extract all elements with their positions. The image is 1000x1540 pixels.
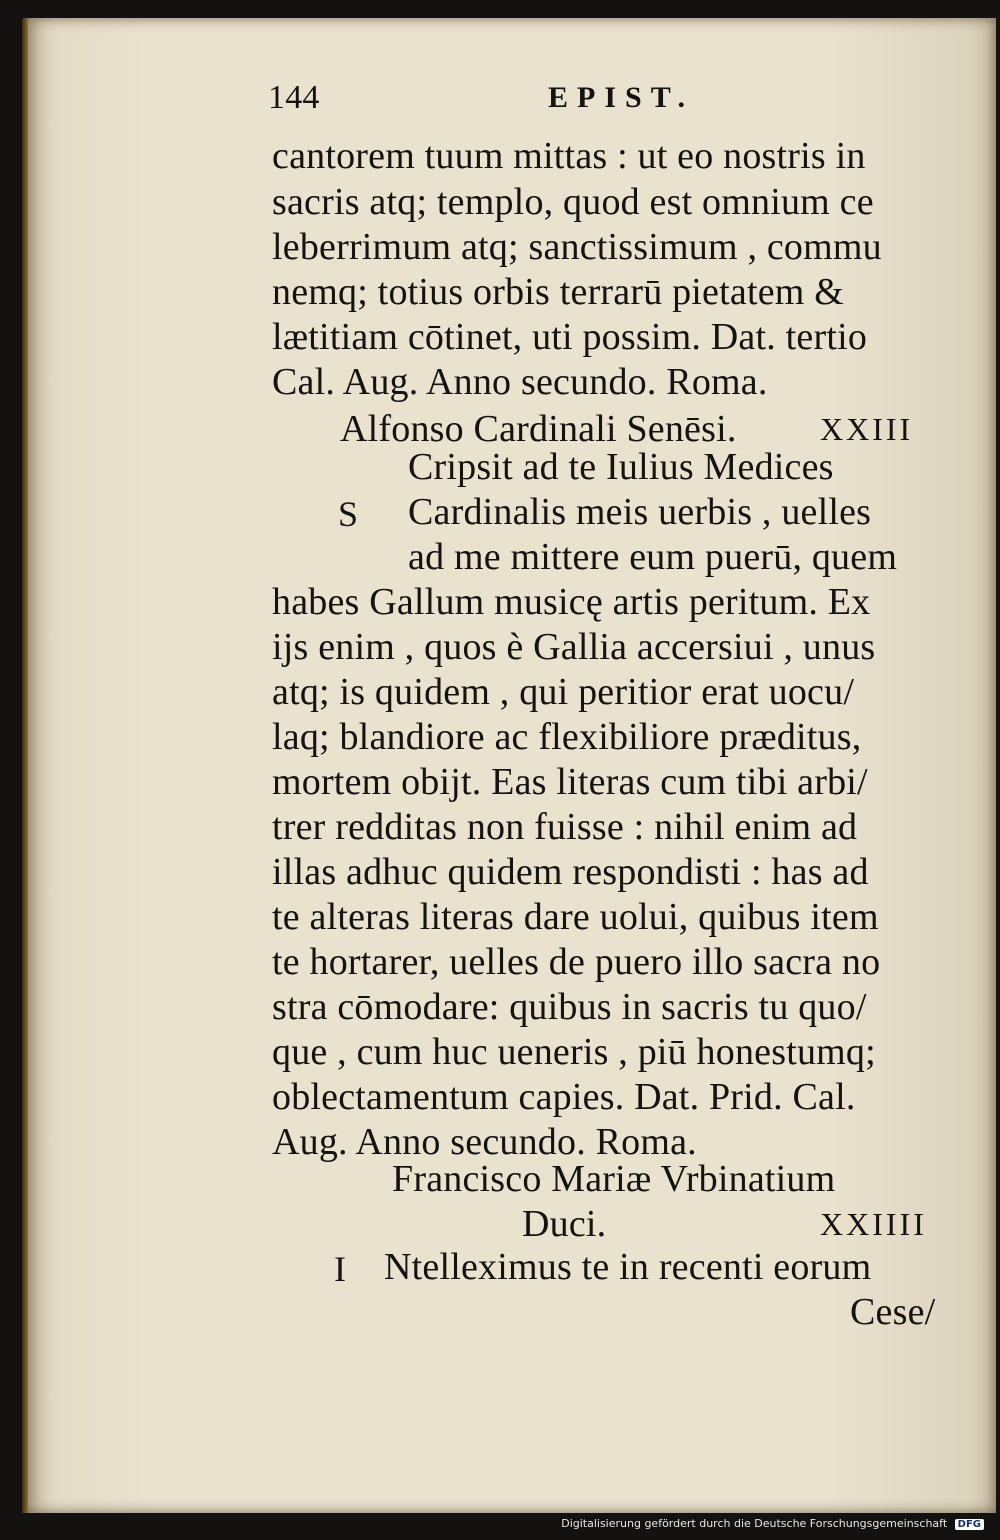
text-line-15: mortem obijt. Eas literas cum tibi arbi/	[272, 761, 868, 803]
credit-text: Digitalisierung gefördert durch die Deutsche Forschungsgemeinschaft	[561, 1517, 948, 1530]
text-line-13: atq; is quidem , qui peritior erat uocu/	[272, 671, 855, 713]
running-title: EPIST.	[548, 81, 694, 114]
catchword: Cese/	[850, 1291, 936, 1333]
text-line-4: nemq; totius orbis terrarū pietatem &	[272, 271, 844, 313]
letter-heading-alfonso: Alfonso Cardinali Senēsi.	[340, 408, 737, 450]
text-line-23: Aug. Anno secundo. Roma.	[272, 1121, 697, 1163]
letter-number-23: XXIII	[820, 411, 914, 447]
text-line-3: leberrimum atq; sanctissimum , commu	[272, 226, 882, 268]
text-line-26: Ntelleximus te in recenti eorum	[384, 1246, 872, 1288]
text-line-17: illas adhuc quidem respondisti : has ad	[272, 851, 869, 893]
text-line-1: cantorem tuum mittas : ut eo nostris in	[272, 135, 866, 177]
letter-number-24: XXIIII	[820, 1206, 927, 1242]
page-number: 144	[268, 79, 320, 116]
text-line-6: Cal. Aug. Anno secundo. Roma.	[272, 361, 768, 403]
letter-heading-duci: Duci.	[522, 1203, 607, 1245]
text-line-10: ad me mittere eum puerū, quem	[408, 536, 898, 578]
text-line-18: te alteras literas dare uolui, quibus item	[272, 896, 879, 938]
text-line-14: laq; blandiore ac flexibiliore præditus,	[272, 716, 862, 758]
letter-heading-francisco: Francisco Mariæ Vrbinatium	[392, 1158, 836, 1200]
initial-letter-i: I	[334, 1249, 347, 1289]
text-line-20: stra cōmodare: quibus in sacris tu quo/	[272, 986, 867, 1028]
text-line-16: trer redditas non fuisse : nihil enim ad	[272, 806, 858, 848]
text-line-5: lætitiam cōtinet, uti possim. Dat. tertio	[272, 316, 868, 358]
initial-letter-s: S	[338, 494, 359, 534]
text-line-9: Cardinalis meis uerbis , uelles	[408, 491, 872, 533]
text-line-19: te hortarer, uelles de puero illo sacra no	[272, 941, 881, 983]
text-line-21: que , cum huc ueneris , piū honestumq;	[272, 1031, 876, 1073]
dfg-logo: DFG	[955, 1519, 984, 1530]
text-line-22: oblectamentum capies. Dat. Prid. Cal.	[272, 1076, 856, 1118]
digitization-credit	[561, 1517, 984, 1530]
text-line-11: habes Gallum musicę artis peritum. Ex	[272, 581, 871, 623]
text-line-12: ijs enim , quos è Gallia accersiui , unus	[272, 626, 876, 668]
text-line-8: Cripsit ad te Iulius Medices	[408, 446, 834, 488]
text-line-2: sacris atq; templo, quod est omnium ce	[272, 181, 874, 223]
